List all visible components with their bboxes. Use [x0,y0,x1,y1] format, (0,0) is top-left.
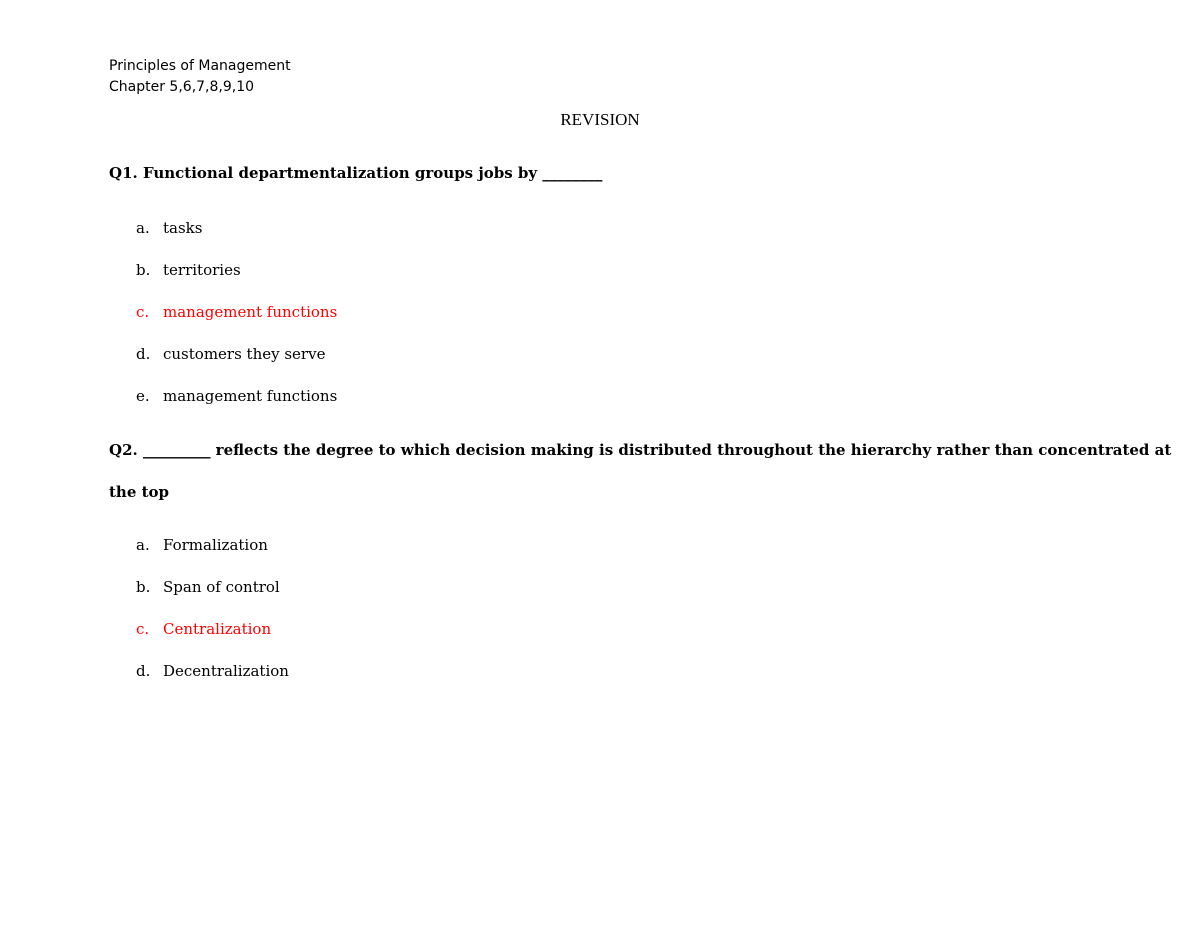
option-letter: e. [136,387,150,405]
option-text: territories [163,261,241,279]
option-item-correct [136,618,289,660]
question-2 [109,439,1172,523]
option-letter: d. [136,345,151,363]
option-item [136,217,337,259]
question-2-options [136,534,289,702]
option-text: management functions [163,387,338,405]
option-item [136,385,337,427]
option-text: tasks [163,219,203,237]
course-name: Principles of Management [109,58,291,74]
option-letter: a. [136,536,150,554]
option-letter: a. [136,219,150,237]
page-title: REVISION [560,110,640,129]
option-letter: b. [136,578,151,596]
option-text: customers they serve [163,345,326,363]
option-letter: d. [136,662,151,680]
option-letter: c. [136,620,150,638]
question-1: Q1. Functional departmentalization groups jobs by ________ [109,164,603,182]
chapter-list: Chapter 5,6,7,8,9,10 [109,79,255,95]
question-1-options [136,217,337,427]
option-item [136,660,289,702]
option-letter: c. [136,303,150,321]
option-item [136,343,337,385]
option-item [136,534,289,576]
option-text: management functions [163,303,338,321]
option-text: Formalization [163,536,268,554]
option-item [136,259,337,301]
option-letter: b. [136,261,151,279]
document-header [109,56,291,98]
option-text: Centralization [163,620,272,638]
option-text: Span of control [163,578,280,596]
question-2-line-1: Q2. _________ reflects the degree to which decision making is distributed throughout the hierarchy rather than concentrated at [109,441,1172,459]
option-item-correct [136,301,337,343]
option-item [136,576,289,618]
option-text: Decentralization [163,662,289,680]
question-2-line-2: the top [109,483,170,501]
